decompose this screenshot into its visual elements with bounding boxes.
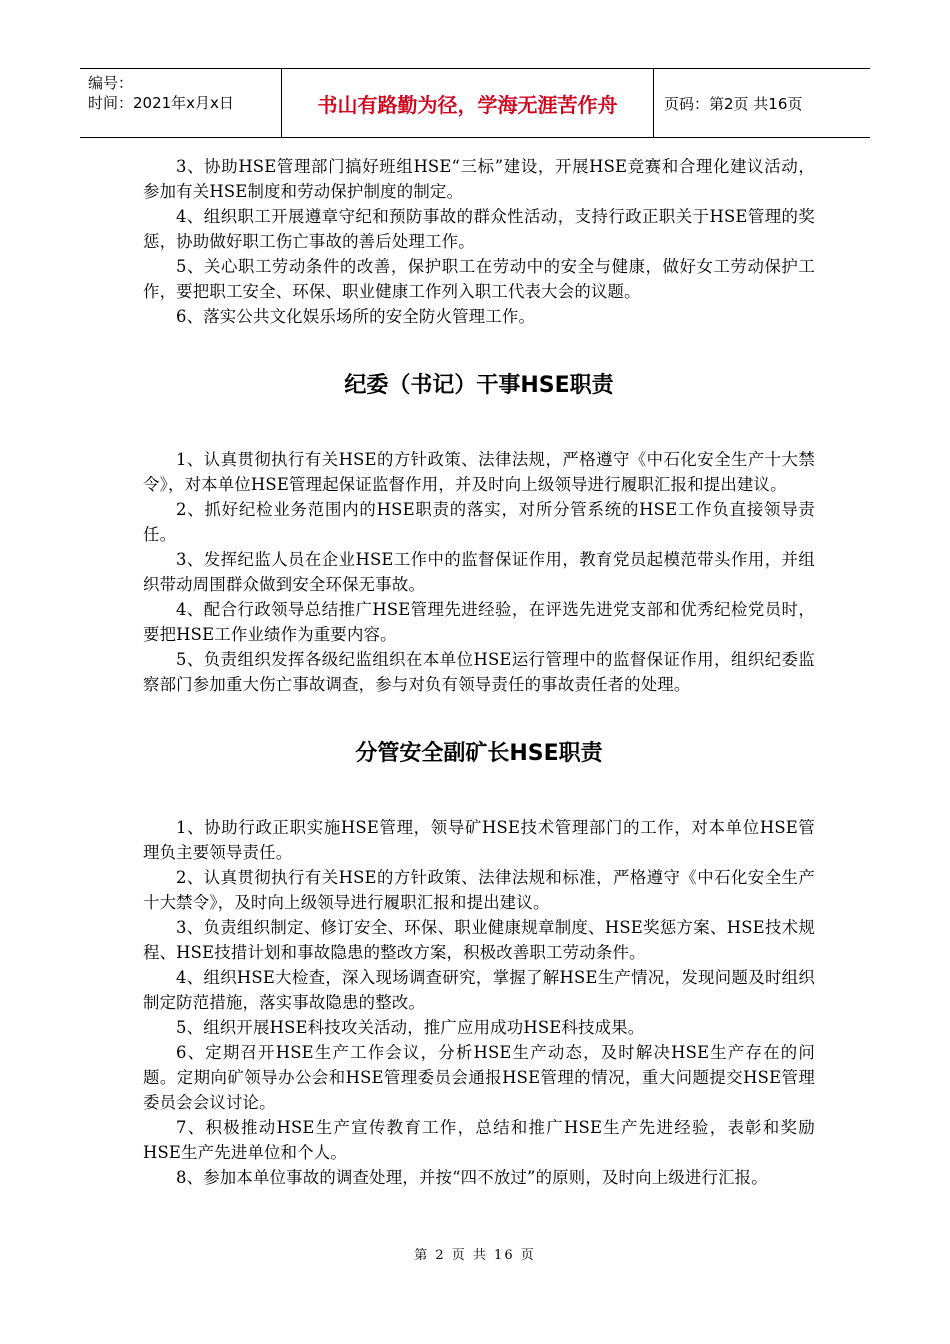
section-heading: 分管安全副矿长HSE职责	[355, 741, 603, 766]
paragraph: 1、协助行政正职实施HSE管理，领导矿HSE技术管理部门的工作，对本单位HSE管理负主要领导责任。	[143, 818, 815, 862]
page-footer: 第 2 页 共 16 页	[414, 1248, 536, 1263]
document-body	[143, 154, 815, 1190]
paragraph: 2、抓好纪检业务范围内的HSE职责的落实，对所分管系统的HSE工作负直接领导责任。	[143, 500, 815, 544]
document-number-label: 编号：	[88, 74, 134, 92]
paragraph: 6、定期召开HSE生产工作会议，分析HSE生产动态，及时解决HSE生产存在的问题。定期向矿领导办公会和HSE管理委员会通报HSE管理的情况，重大问题提交HSE管理委员会会议讨论。	[143, 1043, 815, 1112]
paragraph: 5、负责组织发挥各级纪监组织在本单位HSE运行管理中的监督保证作用，组织纪委监察部门参加重大伤亡事故调查，参与对负有领导责任的事故责任者的处理。	[143, 650, 815, 694]
paragraph: 5、关心职工劳动条件的改善，保护职工在劳动中的安全与健康，做好女工劳动保护工作，要把职工安全、环保、职业健康工作列入职工代表大会的议题。	[143, 257, 815, 301]
section-3	[143, 815, 815, 1190]
document-date-label: 时间：2021年x月x日	[88, 94, 234, 112]
header-motto: 书山有路勤为径，学海无涯苦作舟	[282, 69, 654, 137]
paragraph: 1、认真贯彻执行有关HSE的方针政策、法律法规，严格遵守《中石化安全生产十大禁令》，对本单位HSE管理起保证监督作用，并及时向上级领导进行履职汇报和提出建议。	[143, 450, 815, 494]
page-header	[80, 68, 870, 138]
header-page-label: 页码：第2页 共16页	[664, 94, 803, 113]
paragraph: 5、组织开展HSE科技攻关活动，推广应用成功HSE科技成果。	[176, 1018, 645, 1037]
paragraph: 4、组织职工开展遵章守纪和预防事故的群众性活动，支持行政正职关于HSE管理的奖惩，协助做好职工伤亡事故的善后处理工作。	[143, 207, 815, 251]
paragraph: 4、配合行政领导总结推广HSE管理先进经验，在评选先进党支部和优秀纪检党员时，要把HSE工作业绩作为重要内容。	[143, 600, 815, 644]
paragraph: 8、参加本单位事故的调查处理，并按“四不放过”的原则，及时向上级进行汇报。	[176, 1168, 768, 1187]
paragraph: 7、积极推动HSE生产宣传教育工作，总结和推广HSE生产先进经验，表彰和奖励HSE生产先进单位和个人。	[143, 1118, 815, 1162]
section-heading: 纪委（书记）干事HSE职责	[344, 373, 614, 398]
paragraph: 4、组织HSE大检查，深入现场调查研究，掌握了解HSE生产情况，发现问题及时组织制定防范措施，落实事故隐患的整改。	[143, 968, 815, 1012]
header-info-cell	[80, 69, 282, 137]
paragraph: 3、发挥纪监人员在企业HSE工作中的监督保证作用，教育党员起模范带头作用，并组织带动周围群众做到安全环保无事故。	[143, 550, 815, 594]
section-1	[143, 154, 815, 329]
paragraph: 2、认真贯彻执行有关HSE的方针政策、法律法规和标准，严格遵守《中石化安全生产十大禁令》，及时向上级领导进行履职汇报和提出建议。	[143, 868, 815, 912]
paragraph: 3、负责组织制定、修订安全、环保、职业健康规章制度、HSE奖惩方案、HSE技术规程、HSE技措计划和事故隐患的整改方案，积极改善职工劳动条件。	[143, 918, 815, 962]
section-2	[143, 447, 815, 697]
paragraph: 3、协助HSE管理部门搞好班组HSE“三标”建设，开展HSE竞赛和合理化建议活动，参加有关HSE制度和劳动保护制度的制定。	[143, 157, 815, 201]
paragraph: 6、落实公共文化娱乐场所的安全防火管理工作。	[176, 307, 536, 326]
